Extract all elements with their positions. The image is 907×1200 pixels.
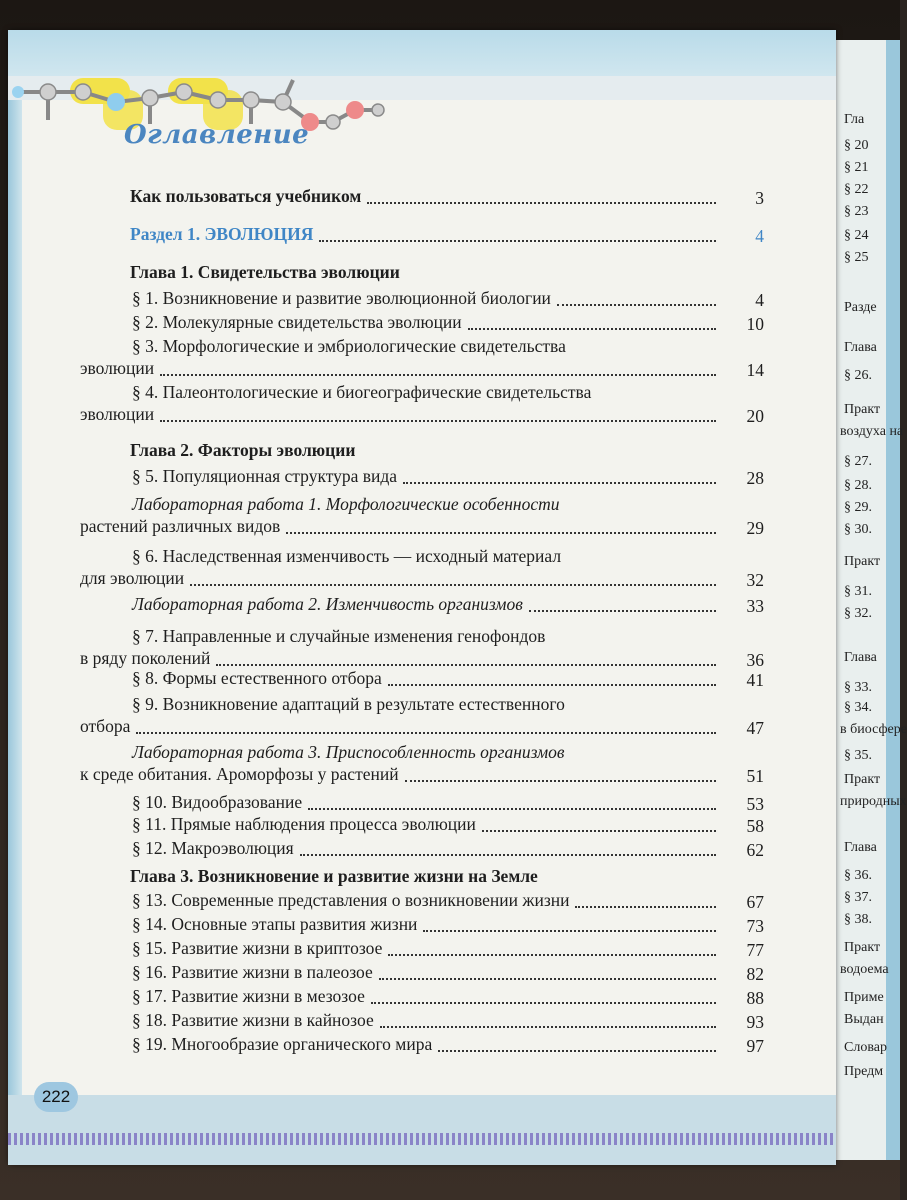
molecule-decoration-icon — [8, 30, 408, 120]
toc-entry-text: § 18. Развитие жизни в кайнозое — [132, 1010, 374, 1030]
toc-page-number: 53 — [746, 794, 764, 814]
toc-entry-text: Лабораторная работа 3. Приспособленность организмов — [132, 742, 565, 762]
toc-leader-dots — [300, 854, 716, 856]
facing-page-fragment: § 25 — [844, 250, 869, 265]
toc-entry-text: § 16. Развитие жизни в палеозое — [132, 962, 373, 982]
toc-entry-text: § 12. Макроэволюция — [132, 838, 294, 858]
toc-leader-dots — [160, 420, 716, 422]
facing-page-fragment: Приме — [844, 990, 884, 1005]
toc-entry-text: § 3. Морфологические и эмбриологические свидетельства — [132, 336, 566, 356]
toc-page-number: 62 — [746, 840, 764, 860]
toc-entry-text: эволюции — [80, 358, 155, 378]
facing-page-fragment: § 23 — [844, 204, 869, 219]
toc-entry-text: § 10. Видообразование — [132, 792, 303, 812]
toc-leader-dots — [575, 906, 716, 908]
toc-leader-dots — [319, 240, 716, 242]
facing-page-fragment: Гла — [844, 112, 865, 127]
toc-entry-text: отбора — [80, 716, 131, 736]
facing-page-fragment: Практ — [844, 940, 881, 955]
facing-page-fragment: Глава — [844, 840, 877, 855]
toc-entry-text: Глава 1. Свидетельства эволюции — [130, 262, 400, 282]
facing-page-fragment: § 37. — [844, 890, 872, 905]
facing-page-fragment: § 24 — [844, 228, 869, 243]
toc-entry-text: § 1. Возникновение и развитие эволюционной биологии — [132, 288, 551, 308]
facing-page-fragment: § 33. — [844, 680, 872, 695]
toc-leader-dots — [190, 584, 716, 586]
facing-page-fragment: в биосфере — [840, 722, 907, 737]
toc-page-number: 88 — [746, 988, 764, 1008]
toc-leader-dots — [371, 1002, 716, 1004]
toc-page-number: 77 — [746, 940, 764, 960]
toc-page-number: 4 — [755, 226, 764, 246]
toc-leader-dots — [405, 780, 716, 782]
toc-page-number: 28 — [746, 468, 764, 488]
toc-entry-text: § 5. Популяционная структура вида — [132, 466, 398, 486]
toc-leader-dots — [216, 664, 716, 666]
toc-entry-text: растений различных видов — [80, 516, 281, 536]
toc-page-number: 14 — [746, 360, 764, 380]
toc-entry-text: Лабораторная работа 2. Изменчивость организмов — [132, 594, 523, 614]
facing-page-fragment: § 31. — [844, 584, 872, 599]
toc-page-number: 4 — [755, 290, 764, 310]
toc-entry-text: § 6. Наследственная изменчивость — исходный материал — [132, 546, 562, 566]
toc-entry-text: для эволюции — [80, 568, 185, 588]
toc-page-number: 29 — [746, 518, 764, 538]
toc-page-number: 3 — [755, 188, 764, 208]
toc-leader-dots — [367, 202, 716, 204]
facing-page-fragment: § 28. — [844, 478, 872, 493]
toc-page-number: 36 — [746, 650, 764, 670]
facing-page-fragment: § 36. — [844, 868, 872, 883]
facing-page-fragment: Предм — [844, 1064, 884, 1079]
toc-leader-dots — [557, 304, 716, 306]
toc-leader-dots — [403, 482, 716, 484]
toc-entry-text: Глава 2. Факторы эволюции — [130, 440, 356, 460]
toc-entry-text: Глава 3. Возникновение и развитие жизни на Земле — [130, 866, 538, 886]
toc-page-number: 93 — [746, 1012, 764, 1032]
facing-page-fragment: Выдан — [844, 1012, 884, 1027]
page-left-edge — [8, 100, 22, 1165]
facing-page-fragment: воздуха на — [840, 424, 904, 439]
facing-page-edge — [886, 40, 900, 1160]
toc-entry-text: в ряду поколений — [80, 648, 211, 668]
toc-entry-text: § 11. Прямые наблюдения процесса эволюции — [132, 814, 476, 834]
toc-page-number: 51 — [746, 766, 764, 786]
toc-page-number: 67 — [746, 892, 764, 912]
facing-page-fragment: Практ — [844, 554, 881, 569]
toc-page-number: 97 — [746, 1036, 764, 1056]
toc-entry-text: § 2. Молекулярные свидетельства эволюции — [132, 312, 462, 332]
facing-page-fragment: § 38. — [844, 912, 872, 927]
toc-page-number: 47 — [746, 718, 764, 738]
toc-entry-text: эволюции — [80, 404, 155, 424]
toc-leader-dots — [308, 808, 716, 810]
facing-page-fragment: § 27. — [844, 454, 872, 469]
toc-leader-dots — [286, 532, 716, 534]
footer-stripe — [8, 1133, 836, 1145]
toc-leader-dots — [388, 954, 716, 956]
toc-entry-text: § 13. Современные представления о возникновении жизни — [132, 890, 570, 910]
facing-page-fragment: Глава — [844, 340, 877, 355]
facing-page-fragment: § 35. — [844, 748, 872, 763]
toc-page-number: 20 — [746, 406, 764, 426]
toc-leader-dots — [438, 1050, 716, 1052]
toc-leader-dots — [482, 830, 716, 832]
toc-entry-text: Раздел 1. ЭВОЛЮЦИЯ — [130, 224, 314, 244]
facing-page-fragment: Практ — [844, 402, 881, 417]
toc-entry-text: Лабораторная работа 1. Морфологические особенности — [132, 494, 560, 514]
facing-page-fragment: природных — [840, 794, 907, 809]
toc-entry-text: § 7. Направленные и случайные изменения генофондов — [132, 626, 546, 646]
facing-page-fragment: § 26. — [844, 368, 872, 383]
footer-band — [8, 1095, 836, 1165]
facing-page-fragment: § 32. — [844, 606, 872, 621]
toc-entry-text: § 8. Формы естественного отбора — [132, 668, 382, 688]
toc-leader-dots — [529, 610, 716, 612]
toc-entry-text: § 19. Многообразие органического мира — [132, 1034, 433, 1054]
toc-page-number: 41 — [746, 670, 764, 690]
toc-page-number: 32 — [746, 570, 764, 590]
toc-entry-text: § 14. Основные этапы развития жизни — [132, 914, 418, 934]
toc-leader-dots — [379, 978, 716, 980]
facing-page-fragment: § 29. — [844, 500, 872, 515]
facing-page-fragment: Глава — [844, 650, 877, 665]
toc-leader-dots — [136, 732, 716, 734]
toc-entry-text: § 9. Возникновение адаптаций в результате естественного — [132, 694, 565, 714]
facing-page — [836, 40, 907, 1160]
toc-page-number: 58 — [746, 816, 764, 836]
facing-page-fragment: Разде — [844, 300, 877, 315]
toc-leader-dots — [380, 1026, 716, 1028]
toc-entry-text: к среде обитания. Ароморфозы у растений — [80, 764, 399, 784]
toc-entry-text: Как пользоваться учебником — [130, 186, 362, 206]
facing-page-fragment: Словар — [844, 1040, 887, 1055]
toc-entry-text: § 4. Палеонтологические и биогеографические свидетельства — [132, 382, 592, 402]
facing-page-fragment: § 30. — [844, 522, 872, 537]
facing-page-fragment: водоема — [840, 962, 889, 977]
toc-page-number: 10 — [746, 314, 764, 334]
page-title: Оглавление — [124, 120, 310, 150]
facing-page-fragment: § 22 — [844, 182, 869, 197]
facing-page-fragment: § 21 — [844, 160, 869, 175]
toc-entry-text: § 15. Развитие жизни в криптозое — [132, 938, 383, 958]
toc-page-number: 73 — [746, 916, 764, 936]
toc-leader-dots — [423, 930, 716, 932]
page-number: 222 — [34, 1082, 78, 1112]
toc-leader-dots — [160, 374, 716, 376]
facing-page-fragment: § 34. — [844, 700, 872, 715]
facing-page-fragment: Практ — [844, 772, 881, 787]
toc-page-number: 33 — [746, 596, 764, 616]
toc-leader-dots — [468, 328, 716, 330]
toc-entry-text: § 17. Развитие жизни в мезозое — [132, 986, 365, 1006]
toc-page-number: 82 — [746, 964, 764, 984]
toc-leader-dots — [388, 684, 716, 686]
facing-page-fragment: § 20 — [844, 138, 869, 153]
